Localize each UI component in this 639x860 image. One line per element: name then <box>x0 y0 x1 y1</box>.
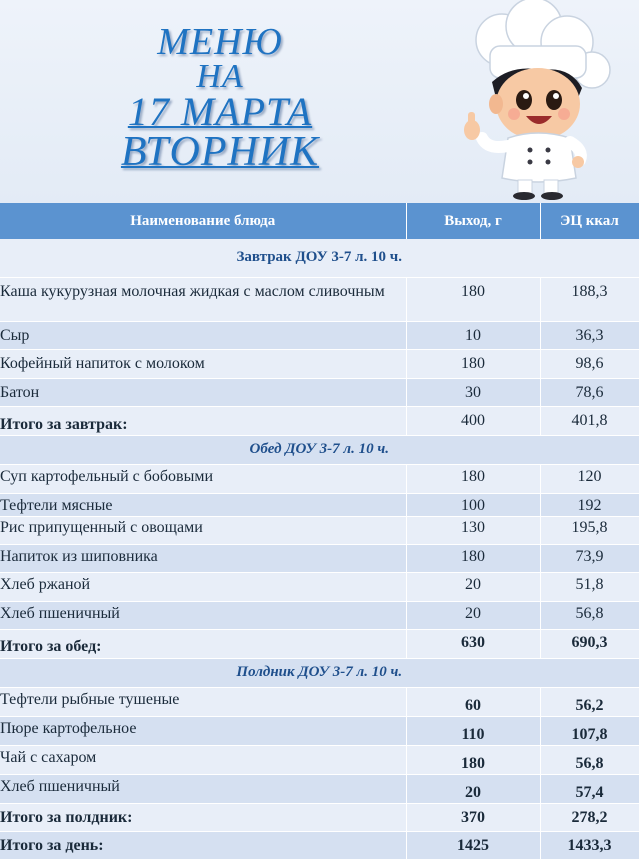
dish-name: Рис припущенный с овощами <box>0 516 406 544</box>
total-yield: 400 <box>406 406 540 435</box>
section-lunch <box>0 435 639 464</box>
dish-energy: 56,8 <box>540 745 639 774</box>
total-label: Итого за завтрак: <box>0 406 406 435</box>
dish-energy: 78,6 <box>540 378 639 406</box>
dish-energy: 120 <box>540 464 639 493</box>
dish-name: Пюре картофельное <box>0 716 406 745</box>
dish-yield: 20 <box>406 572 540 601</box>
dish-name: Суп картофельный с бобовыми <box>0 464 406 493</box>
dish-energy: 56,2 <box>540 687 639 716</box>
section-title: Полдник ДОУ 3-7 л. 10 ч. <box>0 658 639 687</box>
total-label: Итого за обед: <box>0 629 406 658</box>
dish-name: Тефтели мясные <box>0 493 406 516</box>
dish-yield: 130 <box>406 516 540 544</box>
dish-energy: 51,8 <box>540 572 639 601</box>
day-total-yield: 1425 <box>406 831 540 859</box>
dish-energy: 192 <box>540 493 639 516</box>
title-line-1: МЕНЮ <box>157 21 283 63</box>
total-label: Итого за полдник: <box>0 803 406 831</box>
dish-energy: 56,8 <box>540 601 639 629</box>
dish-energy: 73,9 <box>540 544 639 572</box>
table-row <box>0 493 639 516</box>
title-line-2: НА <box>196 58 244 95</box>
total-energy: 278,2 <box>540 803 639 831</box>
dish-energy: 107,8 <box>540 716 639 745</box>
dish-yield: 30 <box>406 378 540 406</box>
table-row <box>0 378 639 406</box>
table-row <box>0 572 639 601</box>
dish-name: Хлеб пшеничный <box>0 774 406 803</box>
dish-energy: 188,3 <box>540 277 639 321</box>
dish-name: Тефтели рыбные тушеные <box>0 687 406 716</box>
dish-yield: 110 <box>406 716 540 745</box>
day-total-energy: 1433,3 <box>540 831 639 859</box>
dish-yield: 180 <box>406 544 540 572</box>
day-total-label: Итого за день: <box>0 831 406 859</box>
title-line-4: ВТОРНИК <box>120 129 320 175</box>
table-row <box>0 745 639 774</box>
table-row <box>0 516 639 544</box>
table-row-total <box>0 629 639 658</box>
header-yield: Выход, г <box>406 203 540 239</box>
dish-name: Батон <box>0 378 406 406</box>
menu-header <box>0 0 639 203</box>
dish-name: Сыр <box>0 321 406 349</box>
dish-yield: 180 <box>406 464 540 493</box>
total-energy: 690,3 <box>540 629 639 658</box>
title-line-3: 17 МАРТА <box>127 89 313 134</box>
total-yield: 370 <box>406 803 540 831</box>
dish-name: Каша кукурузная молочная жидкая с маслом сливочным <box>0 277 406 321</box>
chef-illustration <box>452 0 617 200</box>
dish-name: Хлеб пшеничный <box>0 601 406 629</box>
menu-title <box>95 21 345 175</box>
dish-name: Чай с сахаром <box>0 745 406 774</box>
dish-yield: 20 <box>406 774 540 803</box>
table-row-day-total <box>0 831 639 859</box>
section-title: Обед ДОУ 3-7 л. 10 ч. <box>0 435 639 464</box>
menu-table <box>0 203 639 860</box>
dish-yield: 180 <box>406 277 540 321</box>
section-snack <box>0 658 639 687</box>
table-row <box>0 464 639 493</box>
table-row <box>0 774 639 803</box>
total-energy: 401,8 <box>540 406 639 435</box>
table-row <box>0 687 639 716</box>
dish-energy: 57,4 <box>540 774 639 803</box>
dish-yield: 100 <box>406 493 540 516</box>
header-name: Наименование блюда <box>0 203 406 239</box>
table-row <box>0 277 639 321</box>
dish-yield: 180 <box>406 745 540 774</box>
dish-name: Напиток из шиповника <box>0 544 406 572</box>
table-row <box>0 321 639 349</box>
table-header-row <box>0 203 639 239</box>
dish-yield: 10 <box>406 321 540 349</box>
dish-yield: 180 <box>406 349 540 378</box>
table-row <box>0 716 639 745</box>
total-yield: 630 <box>406 629 540 658</box>
table-row <box>0 544 639 572</box>
dish-yield: 60 <box>406 687 540 716</box>
section-breakfast <box>0 239 639 277</box>
table-row <box>0 601 639 629</box>
table-row <box>0 349 639 378</box>
dish-energy: 98,6 <box>540 349 639 378</box>
table-row-total <box>0 406 639 435</box>
dish-energy: 36,3 <box>540 321 639 349</box>
dish-name: Кофейный напиток с молоком <box>0 349 406 378</box>
section-title: Завтрак ДОУ 3-7 л. 10 ч. <box>0 239 639 277</box>
table-row-total <box>0 803 639 831</box>
dish-energy: 195,8 <box>540 516 639 544</box>
dish-name: Хлеб ржаной <box>0 572 406 601</box>
dish-yield: 20 <box>406 601 540 629</box>
header-energy: ЭЦ ккал <box>540 203 639 239</box>
